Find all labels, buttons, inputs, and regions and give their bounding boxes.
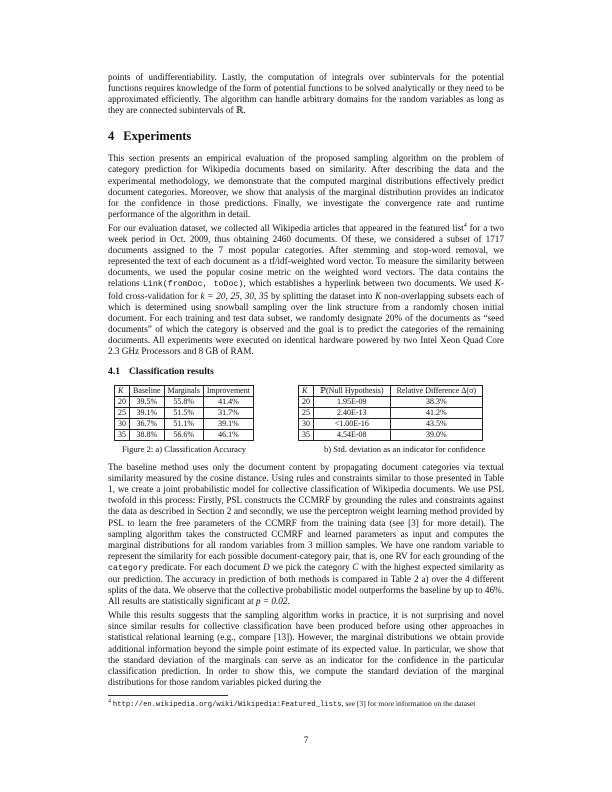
table-cell: 39.5% <box>130 397 165 408</box>
intro-paragraph: points of undifferentiability. Lastly, the computation of integrals over subintervals for the potential functions requires knowledge of the form of potential functions to be solved analytically or they need to be approximated efficiently. The algorithm can handle arbitrary domains for the random variables as long as they are connected subintervals of ℝ. <box>108 72 504 116</box>
footnote-rule <box>108 695 228 696</box>
table-row <box>115 397 254 408</box>
table-cell: 56.6% <box>164 430 203 441</box>
figure-captions <box>108 444 504 456</box>
table-row <box>299 397 483 408</box>
table-row <box>115 430 254 441</box>
table-row <box>299 419 483 430</box>
text-span: non-overlapping subsets each of which is determined using snowball sampling over the link structure from a randomly chosen initial document. For each training and test data subset, we randomly designate 20% of the documents as “seed documents” of which the category is observed and the goal is to predict the categories of the remaining documents. All experiments were executed on identical hardware powered by two Intel Xeon Quad Core 2.3 GHz Processors and 8 GB of RAM. <box>108 290 504 356</box>
footnote-mark: 4 <box>463 222 467 229</box>
footnote-url[interactable]: http://en.wikipedia.org/wiki/Wikipedia:Featured_lists <box>112 700 342 709</box>
caption-classification-accuracy: Figure 2: a) Classification Accuracy <box>122 444 247 455</box>
table-std-deviation <box>298 385 483 441</box>
table-cell: 51.1% <box>164 419 203 430</box>
section-heading <box>108 129 504 144</box>
text-span: The baseline method uses only the document content by propagating document categories via textual similarity measured by the cosine distance. Using rules and constraints similar to those presented in Table 1, we create a joint probabilistic model for collective classification of Wikipedia documents. We use PSL twofold in this process: Firstly, PSL constructs the CCMRF by grounding the rules and constraints against the data as described in Section 2 and secondly, we use the perceptron weight learning method provided by PSL to learn the free parameters of the CCMRF from the training data (see [3] for more detail). The sampling algorithm takes the constructed CCMRF and learned parameters as input and computes the marginal distributions for all random variables from 3 million samples. We have one random variable to represent the similarity for each possible document-category pair, that is, one RV for each grounding of the <box>108 462 504 561</box>
page-number: 7 <box>303 735 309 745</box>
math-k: K <box>494 278 501 289</box>
table-cell: 38.8% <box>130 430 165 441</box>
results-paragraph <box>108 462 504 607</box>
subsection-number: 4.1 <box>108 366 120 378</box>
table-cell: 39.0% <box>390 430 483 441</box>
math-d: D <box>262 561 270 572</box>
table-cell: 20 <box>115 397 130 408</box>
page-body <box>108 72 504 710</box>
table-cell: 38.3% <box>390 397 483 408</box>
table-cell: 41.2% <box>390 408 483 419</box>
table-cell: 41.4% <box>203 397 253 408</box>
table-row <box>299 430 483 441</box>
table-cell: 2.40E-13 <box>314 408 391 419</box>
table-cell: 20 <box>299 397 314 408</box>
table-classification-accuracy <box>114 385 254 441</box>
table-cell: 39.1% <box>203 419 253 430</box>
table-cell: 30 <box>299 419 314 430</box>
text-span: with the highest expected similarity as our prediction. The accuracy in prediction of both methods is compared in Table 2 a) over the 4 different splits of the data. We observe that the collective probabilistic model outperforms the baseline by up to 46%. All results are statistically significant at <box>108 561 504 607</box>
table-cell: 4.54E-08 <box>314 430 391 441</box>
code-link-relation: Link(fromDoc, toDoc) <box>142 280 244 290</box>
text-span: we pick the category <box>269 561 353 572</box>
text-span: For our evaluation dataset, we collected all Wikipedia articles that appeared in the featured list <box>108 222 464 233</box>
results-tables <box>108 385 504 441</box>
section-paragraph-2 <box>108 223 504 357</box>
table-cell: 35 <box>299 430 314 441</box>
table-cell: 25 <box>299 408 314 419</box>
text-span: . <box>287 596 290 607</box>
math-c: C <box>352 561 359 572</box>
math-k-values: k = 20, 25, 30, 35 <box>200 290 269 301</box>
header-cell: ℙ(Null Hypothesis) <box>314 386 391 397</box>
section-title: Experiments <box>123 129 192 144</box>
text-span: predicate. For each document <box>147 561 263 572</box>
text-span: by splitting the dataset into <box>268 290 376 301</box>
table-cell: 31.7% <box>203 408 253 419</box>
header-cell: K <box>115 386 130 397</box>
table-header-row <box>115 386 254 397</box>
table-row <box>115 408 254 419</box>
table-header-row <box>299 386 483 397</box>
table-cell: 35 <box>115 430 130 441</box>
header-cell: K <box>299 386 314 397</box>
header-cell: Improvement <box>203 386 253 397</box>
section-paragraph-1: This section presents an empirical evaluation of the proposed sampling algorithm on the problem of category prediction for Wikipedia documents based on similarity. After describing the data and the experimental methodology, we demonstrate that the computed marginal distributions effectively predict document categories. Moreover, we show that analysis of the marginal distribution provides an indicator for the confidence in those predictions. Finally, we investigate the convergence rate and runtime performance of the algorithm in detail. <box>108 153 504 219</box>
text-span: , which establishes a hyperlink between two documents. We used <box>243 278 495 289</box>
header-cell: Baseline <box>130 386 165 397</box>
table-cell: 25 <box>115 408 130 419</box>
table-cell: <1.00E-16 <box>314 419 391 430</box>
table-cell: 1.95E-09 <box>314 397 391 408</box>
caption-std-deviation: b) Std. deviation as an indicator for confidence <box>324 444 486 455</box>
table-cell: 55.8% <box>164 397 203 408</box>
text-span: -fold cross-validation for <box>108 278 504 301</box>
code-category: category <box>108 563 148 573</box>
math-p-value: p = 0.02 <box>255 596 288 607</box>
footnote <box>108 699 504 710</box>
footnote-number: 4 <box>108 698 111 705</box>
footnote-text: , see [3] for more information on the dataset <box>341 698 476 708</box>
table-cell: 46.1% <box>203 430 253 441</box>
table-row <box>299 408 483 419</box>
table-cell: 43.5% <box>390 419 483 430</box>
subsection-heading <box>108 366 504 377</box>
subsection-title: Classification results <box>129 366 214 378</box>
table-cell: 39.1% <box>130 408 165 419</box>
table-cell: 51.5% <box>164 408 203 419</box>
header-cell: Marginals <box>164 386 203 397</box>
table-cell: 36.7% <box>130 419 165 430</box>
table-row <box>115 419 254 430</box>
header-cell: Relative Difference Δ(σ) <box>390 386 483 397</box>
section-number: 4 <box>108 129 115 144</box>
text-span: for a two week period in Oct. 2009, thus obtaining 2460 documents. Of these, we considered a subset of 1717 documents assigned to the 7 most popular categories. After stemming and stop-word removal, we represented the text of each document as a tf/idf-weighted word vector. To measure the similarity between documents, we used the popular cosine metric on the weighted word vectors. The data contains the relations <box>108 222 504 289</box>
math-k: K <box>375 290 382 301</box>
table-cell: 30 <box>115 419 130 430</box>
final-paragraph: While this results suggests that the sampling algorithm works in practice, it is not surprising and novel since similar results for collective classification have been produced before using other approaches in statistical relational learning (e.g., compare [13]). However, the marginal distributions we obtain provide additional information beyond the simple point estimate of its expected value. In particular, we show that the standard deviation of the marginals can serve as an indicator for the confidence in the particular classification prediction. In order to show this, we compute the standard deviation of the marginal distributions for those random variables picked during the <box>108 610 504 687</box>
